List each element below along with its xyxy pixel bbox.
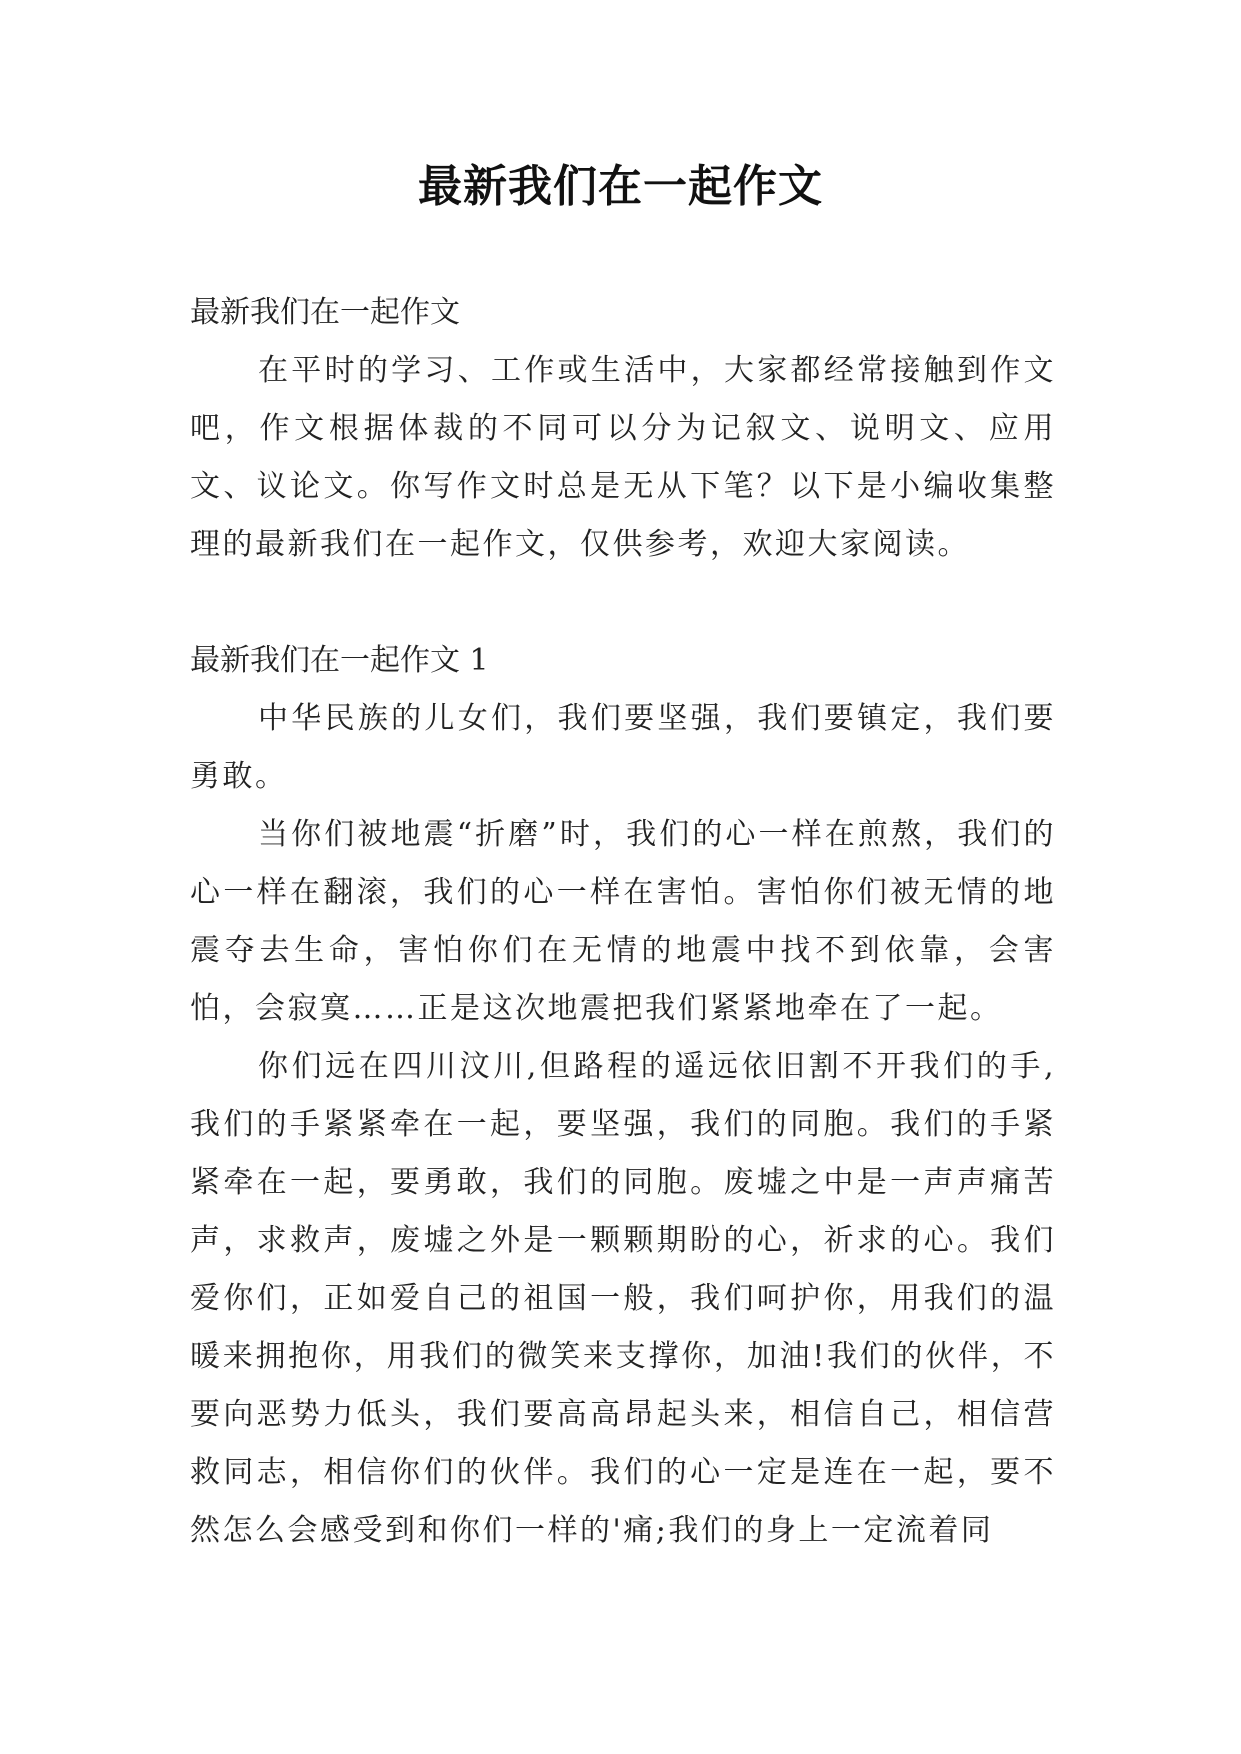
- document-body: [190, 284, 1056, 1560]
- intro-heading: 最新我们在一起作文: [190, 295, 460, 330]
- section-1-heading: 最新我们在一起作文 1: [190, 643, 489, 678]
- document-title: 最新我们在一起作文: [418, 161, 823, 212]
- intro-paragraph: 在平时的学习、工作或生活中，大家都经常接触到作文吧，作文根据体裁的不同可以分为记叙文、说明文、应用文、议论文。你写作文时总是无从下笔？以下是小编收集整理的最新我们在一起作文，仅供参考，欢迎大家阅读。: [190, 353, 1056, 562]
- section-1-paragraph-2: 当你们被地震“折磨”时，我们的心一样在煎熬，我们的心一样在翻滚，我们的心一样在害怕。害怕你们被无情的地震夺去生命，害怕你们在无情的地震中找不到依靠，会害怕，会寂寞……正是这次地震把我们紧紧地牵在了一起。: [190, 817, 1056, 1026]
- section-1-paragraph-3: 你们远在四川汶川,但路程的遥远依旧割不开我们的手,我们的手紧紧牵在一起，要坚强，我们的同胞。我们的手紧紧牵在一起，要勇敢，我们的同胞。废墟之中是一声声痛苦声，求救声，废墟之外是一颗颗期盼的心，祈求的心。我们爱你们，正如爱自己的祖国一般，我们呵护你，用我们的温暖来拥抱你，用我们的微笑来支撑你，加油!我们的伙伴，不要向恶势力低头，我们要高高昂起头来，相信自己，相信营救同志，相信你们的伙伴。我们的心一定是连在一起，要不然怎么会感受到和你们一样的'痛;我们的身上一定流着同: [190, 1049, 1056, 1548]
- section-spacer: [190, 574, 1056, 632]
- section-1-paragraph-1: 中华民族的儿女们，我们要坚强，我们要镇定，我们要勇敢。: [190, 701, 1056, 794]
